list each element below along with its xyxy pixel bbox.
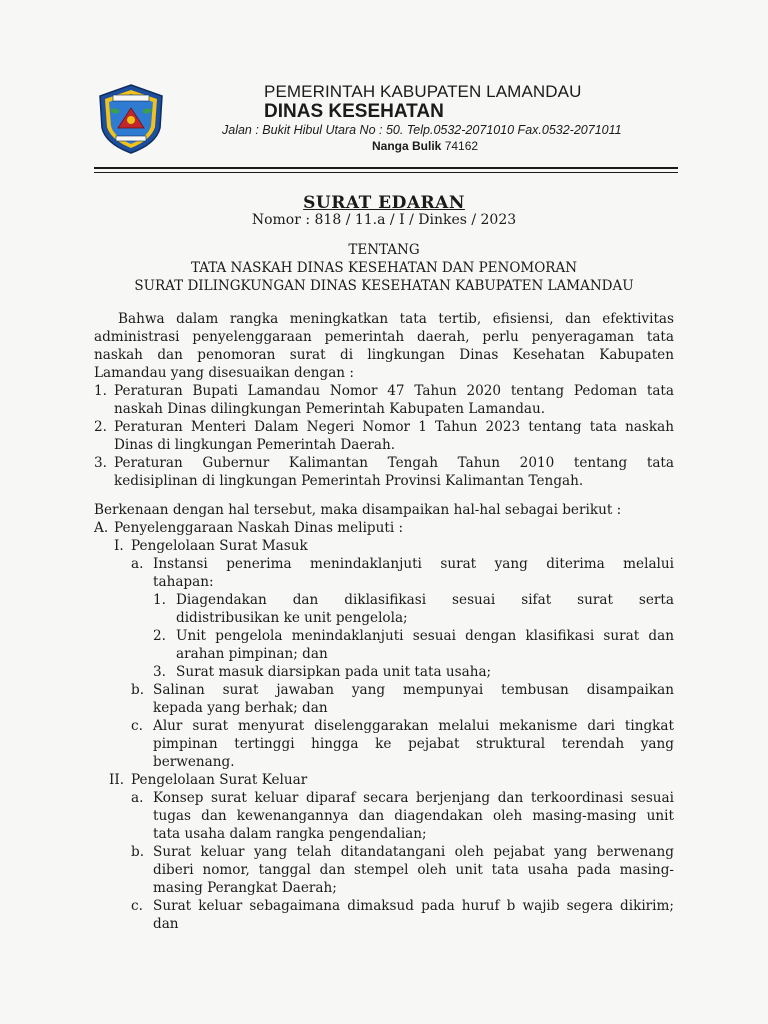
step-text: arahan pimpinan; dan xyxy=(176,646,328,662)
part-1-title: Pengelolaan Surat Masuk xyxy=(131,538,308,554)
subject-line-1: TATA NASKAH DINAS KESEHATAN DAN PENOMORAN xyxy=(190,260,578,276)
regulation-item: Peraturan Menteri Dalam Negeri Nomor 1 Tahun 2023 tentang tata naskah xyxy=(114,419,674,435)
item-text: Surat keluar sebagaimana dimaksud pada huruf b wajib segera dikirim; xyxy=(153,898,674,914)
step-number: 2. xyxy=(153,628,166,644)
document-number: Nomor : 818 / 11.a / I / Dinkes / 2023 xyxy=(251,212,517,228)
about-heading: TENTANG xyxy=(348,242,420,258)
section-a-title: Penyelenggaraan Naskah Dinas meliputi : xyxy=(114,520,404,536)
item-letter: a. xyxy=(131,556,144,572)
intro-line: Lamandau yang disesuaikan dengan : xyxy=(94,365,354,381)
step-text: didistribusikan ke unit pengelola; xyxy=(176,610,408,626)
part-2-title: Pengelolaan Surat Keluar xyxy=(131,772,308,788)
item-text: Konsep surat keluar diparaf secara berjenjang dan terkoordinasi sesuai xyxy=(153,790,674,806)
government-name: PEMERINTAH KABUPATEN LAMANDAU xyxy=(264,82,582,101)
item-text: diberi nomor, tanggal dan stempel oleh unit tata usaha pada masing- xyxy=(153,862,674,878)
document-title xyxy=(0,193,768,213)
regulation-item: Peraturan Bupati Lamandau Nomor 47 Tahun 2020 tentang Pedoman tata xyxy=(114,383,674,399)
item-text: masing Perangkat Daerah; xyxy=(153,880,337,896)
item-text: Alur surat menyurat diselenggarakan melalui mekanisme dari tingkat xyxy=(153,718,674,734)
section-a-number: A. xyxy=(94,520,109,536)
item-text: kepada yang berhak; dan xyxy=(153,700,328,716)
item-letter: c. xyxy=(131,898,143,914)
intro-line: administrasi penyelenggaraan pemerintah daerah, perlu penyeragaman tata xyxy=(94,329,674,345)
lamandau-regency-emblem-icon xyxy=(94,82,168,156)
intro-line: Bahwa dalam rangka meningkatkan tata tertib, efisiensi, dan efektivitas xyxy=(118,311,674,327)
step-text: Diagendakan dan diklasifikasi sesuai sifat surat serta xyxy=(176,592,674,608)
postal-code: 74162 xyxy=(441,139,479,153)
regulation-number: 1. xyxy=(94,383,107,399)
item-text: dan xyxy=(153,916,179,932)
regulation-item: Dinas di lingkungan Pemerintah Daerah. xyxy=(114,437,396,453)
part-1-number: I. xyxy=(114,538,124,554)
regulation-item: Peraturan Gubernur Kalimantan Tengah Tahun 2010 tentang tata xyxy=(114,455,674,471)
item-letter: a. xyxy=(131,790,144,806)
letterhead-divider-thick xyxy=(94,167,678,169)
item-letter: b. xyxy=(131,844,145,860)
item-letter: c. xyxy=(131,718,143,734)
step-number: 1. xyxy=(153,592,166,608)
item-text: Salinan surat jawaban yang mempunyai tembusan disampaikan xyxy=(153,682,674,698)
agency-city xyxy=(372,139,478,153)
item-letter: b. xyxy=(131,682,145,698)
item-text: tahapan: xyxy=(153,574,214,590)
document-title-text: SURAT EDARAN xyxy=(303,193,465,213)
regulation-number: 3. xyxy=(94,455,107,471)
item-text: Surat keluar yang telah ditandatangani oleh pejabat yang berwenang xyxy=(153,844,674,860)
item-text: pimpinan tertinggi hingga ke pejabat struktural terendah yang xyxy=(153,736,674,752)
intro-line: naskah dan penomoran surat di lingkungan Dinas Kesehatan Kabupaten xyxy=(94,347,674,363)
subject-line-2: SURAT DILINGKUNGAN DINAS KESEHATAN KABUPATEN LAMANDAU xyxy=(134,278,634,294)
agency-address: Jalan : Bukit Hibul Utara No : 50. Telp.0532-2071010 Fax.0532-2071011 xyxy=(222,123,622,137)
regulation-item: kedisiplinan di lingkungan Pemerintah Provinsi Kalimantan Tengah. xyxy=(114,473,584,489)
letterhead-divider-thin xyxy=(94,172,678,173)
item-text: Instansi penerima menindaklanjuti surat yang diterima melalui xyxy=(153,556,674,572)
item-text: tugas dan kewenangannya dan diagendakan oleh masing-masing unit xyxy=(153,808,674,824)
item-text: berwenang. xyxy=(153,754,235,770)
item-text: tata usaha dalam rangka pengendalian; xyxy=(153,826,427,842)
part-2-number: II. xyxy=(109,772,125,788)
regulation-item: naskah Dinas dilingkungan Pemerintah Kabupaten Lamandau. xyxy=(114,401,546,417)
city-name: Nanga Bulik xyxy=(372,139,442,153)
step-number: 3. xyxy=(153,664,166,680)
agency-name: DINAS KESEHATAN xyxy=(264,101,444,122)
follow-up-text: Berkenaan dengan hal tersebut, maka disampaikan hal-hal sebagai berikut : xyxy=(94,502,622,518)
regulation-number: 2. xyxy=(94,419,107,435)
step-text: Surat masuk diarsipkan pada unit tata usaha; xyxy=(176,664,492,680)
step-text: Unit pengelola menindaklanjuti sesuai dengan klasifikasi surat dan xyxy=(176,628,674,644)
